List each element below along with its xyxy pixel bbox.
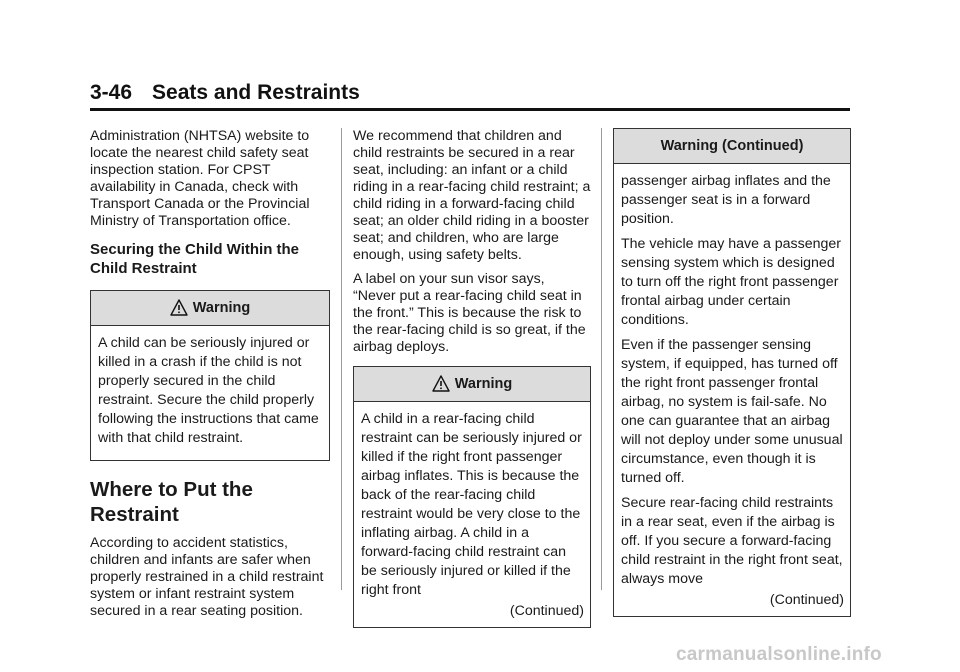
warning-text: A child in a rear-facing child restraint can be seriously injured or killed if the right front passenger airbag inflates. This is because the back of the rear-facing child restraint would be very close to the inflating airbag. A child in a forward-facing child restraint can be seriously injured or killed if the right front [361, 411, 582, 598]
warning-triangle-icon [170, 295, 188, 329]
warning-box-2-header [354, 367, 590, 402]
warning-title: Warning [192, 300, 251, 316]
column-1 [90, 128, 330, 627]
warning-box-1 [90, 290, 330, 461]
warning-triangle-icon [432, 371, 450, 405]
warning-box-2 [353, 366, 591, 628]
intro-paragraph: Administration (NHTSA) website to locate the nearest child safety seat inspection station. For CPST availability in Canada, check with Transport Canada or the Provincial Ministry of Transportation office. [90, 128, 310, 229]
warning-paragraph-3: Even if the passenger sensing system, if equipped, has turned off the right front passenger frontal airbag, no system is fail-safe. No one can guarantee that an airbag will not deploy under some unusual circumstance, even though it is turned off. [621, 337, 843, 486]
warning-paragraph-1: passenger airbag inflates and the passenger seat is in a forward position. [621, 173, 831, 227]
warning-text: A child can be seriously injured or killed in a crash if the child is not properly secured in the child restraint. Secure the child properly following the instructions that came with that child restraint. [98, 335, 319, 446]
column-divider-1 [341, 128, 342, 590]
subheading-securing-child: Securing the Child Within the Child Restraint [90, 241, 300, 277]
page-number: 3-46 [90, 81, 133, 104]
warning-box-3-header: Warning (Continued) [614, 129, 850, 164]
section-title: Seats and Restraints [152, 81, 360, 104]
warning-box-3 [613, 128, 851, 617]
accident-stats-paragraph: According to accident statistics, children and infants are safer when properly restrained in a child restraint system or infant restraint system secured in a rear seating position. [90, 535, 324, 619]
continued-label: (Continued) [509, 603, 584, 619]
page-header [90, 80, 850, 111]
warning-paragraph-2: The vehicle may have a passenger sensing system which is designed to turn off the right front passenger frontal airbag under certain conditions. [621, 236, 842, 328]
watermark: carmanualsonline.info [676, 644, 882, 665]
heading-where-to-put: Where to Put the Restraint [90, 478, 253, 526]
sun-visor-paragraph: A label on your sun visor says, “Never put a rear-facing child seat in the front.” This is because the risk to the rear-facing child is so great, if the airbag deploys. [353, 271, 586, 355]
column-divider-2 [601, 128, 602, 590]
recommend-paragraph: We recommend that children and child restraints be secured in a rear seat, including: an infant or a child riding in a rear-facing child restraint; a child riding in a forward-facing child seat; an older child riding in a booster seat; and children, who are large enough, using safety belts. [353, 128, 591, 263]
warning-paragraph-4: Secure rear-facing child restraints in a rear seat, even if the airbag is off. If you secure a forward-facing child restraint in the right front seat, always move [621, 495, 843, 587]
continued-label: (Continued) [769, 592, 844, 608]
column-2 [353, 128, 591, 628]
column-3 [613, 128, 851, 617]
warning-box-1-header [91, 291, 329, 326]
warning-title: Warning [454, 376, 513, 392]
